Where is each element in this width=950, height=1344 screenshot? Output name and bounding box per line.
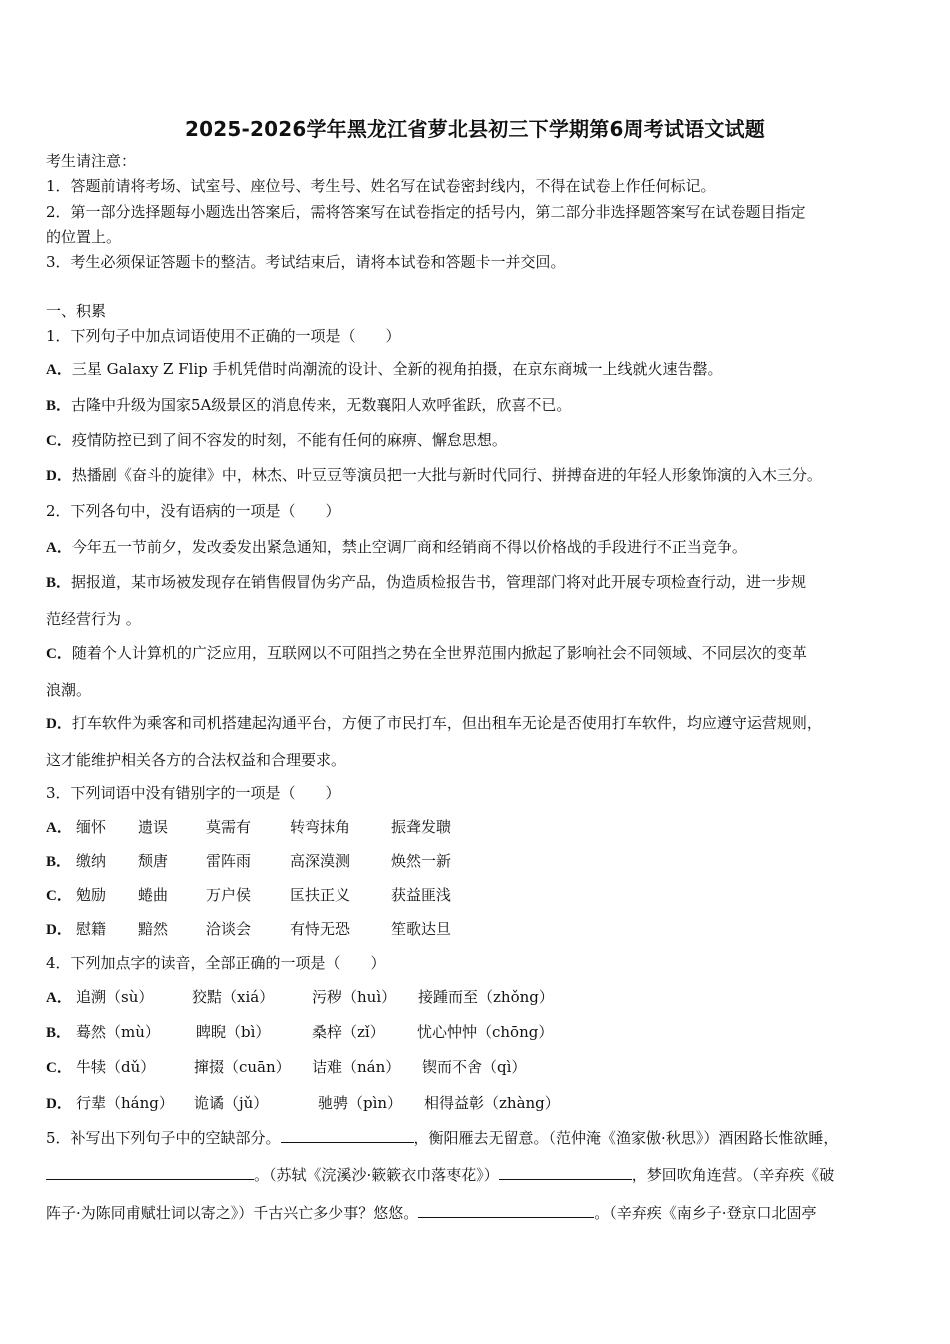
option-text: 三星 Galaxy Z Flip 手机凭借时尚潮流的设计、全新的视角拍摄，在京东商城一上线就火速告罄。 bbox=[71, 360, 723, 378]
q5-line-3 bbox=[46, 1203, 817, 1223]
option-text: 打车软件为乘客和司机搭建起沟通平台，方便了市民打车，但出租车无论是否使用打车软件，均应遵守运营规则， bbox=[71, 714, 822, 732]
option-label: D． bbox=[46, 1096, 72, 1112]
answer-blank[interactable] bbox=[281, 1128, 414, 1143]
option-label: A． bbox=[46, 540, 72, 556]
notice-item-2: 2．第一部分选择题每小题选出答案后，需将答案写在试卷指定的括号内，第二部分非选择题答案写在试卷题目指定 bbox=[46, 203, 806, 221]
q5-line-2 bbox=[46, 1165, 834, 1185]
q4-option-d bbox=[46, 1093, 560, 1114]
pinyin-item: 忧心忡忡（chōng） bbox=[417, 1023, 554, 1041]
word: 黯然 bbox=[138, 920, 169, 938]
pinyin-item: 相得益彰（zhàng） bbox=[424, 1094, 560, 1112]
word: 遗误 bbox=[138, 818, 169, 836]
word: 勉励 bbox=[76, 886, 107, 904]
word: 雷阵雨 bbox=[206, 852, 252, 870]
q4-stem: 4．下列加点字的读音，全部正确的一项是（ ） bbox=[46, 954, 386, 972]
option-label: A． bbox=[46, 990, 72, 1006]
pinyin-item: 污秽（huì） bbox=[312, 988, 397, 1006]
word: 转弯抹角 bbox=[290, 818, 351, 836]
option-label: C． bbox=[46, 433, 72, 449]
option-text: 古隆中升级为国家5A级景区的消息传来，无数襄阳人欢呼雀跃，欣喜不已。 bbox=[71, 396, 572, 414]
pinyin-item: 狡黠（xiá） bbox=[192, 988, 275, 1006]
q1-stem: 1．下列句子中加点词语使用不正确的一项是（ ） bbox=[46, 327, 401, 345]
option-label: A． bbox=[46, 820, 72, 836]
pinyin-item: 接踵而至（zhǒng） bbox=[418, 988, 554, 1006]
q3-option-c bbox=[46, 885, 451, 906]
option-label: D． bbox=[46, 716, 72, 732]
word: 洽谈会 bbox=[206, 920, 252, 938]
word: 获益匪浅 bbox=[391, 886, 452, 904]
option-text: 随着个人计算机的广泛应用，互联网以不可阻挡之势在全世界范围内掀起了影响社会不同领域、不同层次的变革 bbox=[71, 644, 807, 662]
pinyin-item: 桑梓（zǐ） bbox=[312, 1023, 385, 1041]
word: 笙歌达旦 bbox=[391, 920, 452, 938]
notice-item-1: 1．答题前请将考场、试室号、座位号、考生号、姓名写在试卷密封线内，不得在试卷上作任何标记。 bbox=[46, 177, 716, 195]
q2-option-d bbox=[46, 713, 822, 734]
answer-blank[interactable] bbox=[46, 1165, 254, 1180]
answer-blank[interactable] bbox=[499, 1165, 632, 1180]
option-text: 热播剧《奋斗的旋律》中，林杰、叶豆豆等演员把一大批与新时代同行、拼搏奋进的年轻人形象饰演的入木三分。 bbox=[71, 466, 822, 484]
q4-option-c bbox=[46, 1057, 526, 1078]
option-label: D． bbox=[46, 922, 72, 938]
q3-option-a bbox=[46, 817, 451, 838]
q5-text: 5．补写出下列句子中的空缺部分。 bbox=[46, 1129, 281, 1147]
pinyin-item: 牛犊（dǔ） bbox=[76, 1058, 156, 1076]
word: 颓唐 bbox=[138, 852, 169, 870]
q3-option-d bbox=[46, 919, 451, 940]
q5-text: ，衡阳雁去无留意。（范仲淹《渔家傲·秋思》）酒困路长惟欲睡， bbox=[413, 1129, 839, 1147]
option-label: A． bbox=[46, 362, 72, 378]
pinyin-item: 诘难（nán） bbox=[312, 1058, 401, 1076]
q1-option-d bbox=[46, 465, 822, 486]
q2-option-a bbox=[46, 537, 747, 558]
q5-text: ，梦回吹角连营。（辛弃疾《破 bbox=[631, 1166, 835, 1184]
option-label: C． bbox=[46, 888, 72, 904]
q5-text: 。（苏轼《浣溪沙·簌簌衣巾落枣花》） bbox=[254, 1166, 499, 1184]
word: 慰籍 bbox=[76, 920, 107, 938]
option-text: 据报道，某市场被发现存在销售假冒伪劣产品，伪造质检报告书，管理部门将对此开展专项检查行动，进一步规 bbox=[71, 573, 807, 591]
q3-option-b bbox=[46, 851, 451, 872]
q2-option-c bbox=[46, 643, 807, 664]
word: 蜷曲 bbox=[138, 886, 169, 904]
word: 匡扶正义 bbox=[290, 886, 351, 904]
word: 振聋发聩 bbox=[391, 818, 452, 836]
option-label: B． bbox=[46, 1025, 72, 1041]
q1-option-a bbox=[46, 359, 723, 380]
q4-option-b bbox=[46, 1022, 553, 1043]
q2-option-d-cont: 这才能维护相关各方的合法权益和合理要求。 bbox=[46, 751, 347, 769]
pinyin-item: 睥睨（bì） bbox=[196, 1023, 271, 1041]
q3-stem: 3．下列词语中没有错别字的一项是（ ） bbox=[46, 784, 341, 802]
q1-option-b bbox=[46, 395, 571, 416]
word: 莫需有 bbox=[206, 818, 252, 836]
pinyin-item: 锲而不舍（qì） bbox=[422, 1058, 527, 1076]
word: 有恃无恐 bbox=[290, 920, 351, 938]
word: 万户侯 bbox=[206, 886, 252, 904]
q2-stem: 2．下列各句中，没有语病的一项是（ ） bbox=[46, 502, 341, 520]
pinyin-item: 撺掇（cuān） bbox=[194, 1058, 291, 1076]
option-text: 疫情防控已到了间不容发的时刻，不能有任何的麻痹、懈怠思想。 bbox=[71, 431, 507, 449]
option-label: B． bbox=[46, 575, 72, 591]
q5-text: 阵子·为陈同甫赋壮词以寄之》）千古兴亡多少事？悠悠。 bbox=[46, 1204, 419, 1222]
q4-option-a bbox=[46, 987, 554, 1008]
word: 高深漠测 bbox=[290, 852, 351, 870]
pinyin-item: 驰骋（pìn） bbox=[318, 1094, 403, 1112]
pinyin-item: 追溯（sù） bbox=[76, 988, 154, 1006]
notice-heading: 考生请注意： bbox=[46, 152, 137, 170]
answer-blank[interactable] bbox=[418, 1203, 594, 1218]
option-label: C． bbox=[46, 646, 72, 662]
q2-option-c-cont: 浪潮。 bbox=[46, 681, 92, 699]
q5-line-1 bbox=[46, 1128, 838, 1148]
option-label: B． bbox=[46, 398, 72, 414]
option-label: B． bbox=[46, 854, 72, 870]
q2-option-b-cont: 范经营行为 。 bbox=[46, 610, 141, 628]
notice-item-2-cont: 的位置上。 bbox=[46, 228, 122, 246]
word: 缴纳 bbox=[76, 852, 107, 870]
pinyin-item: 诡谲（jǔ） bbox=[194, 1094, 269, 1112]
q2-option-b bbox=[46, 572, 806, 593]
notice-item-3: 3．考生必须保证答题卡的整洁。考试结束后，请将本试卷和答题卡一并交回。 bbox=[46, 253, 566, 271]
word: 焕然一新 bbox=[391, 852, 452, 870]
page-title: 2025-2026学年黑龙江省萝北县初三下学期第6周考试语文试题 bbox=[185, 117, 765, 141]
section-heading: 一、积累 bbox=[46, 302, 107, 320]
q5-text: 。（辛弃疾《南乡子·登京口北固亭 bbox=[594, 1204, 817, 1222]
option-text: 今年五一节前夕，发改委发出紧急通知，禁止空调厂商和经销商不得以价格战的手段进行不正当竞争。 bbox=[71, 538, 747, 556]
q1-option-c bbox=[46, 430, 507, 451]
pinyin-item: 蓦然（mù） bbox=[76, 1023, 160, 1041]
option-label: C． bbox=[46, 1060, 72, 1076]
pinyin-item: 行辈（háng） bbox=[76, 1094, 174, 1112]
option-label: D． bbox=[46, 468, 72, 484]
word: 缅怀 bbox=[76, 818, 107, 836]
